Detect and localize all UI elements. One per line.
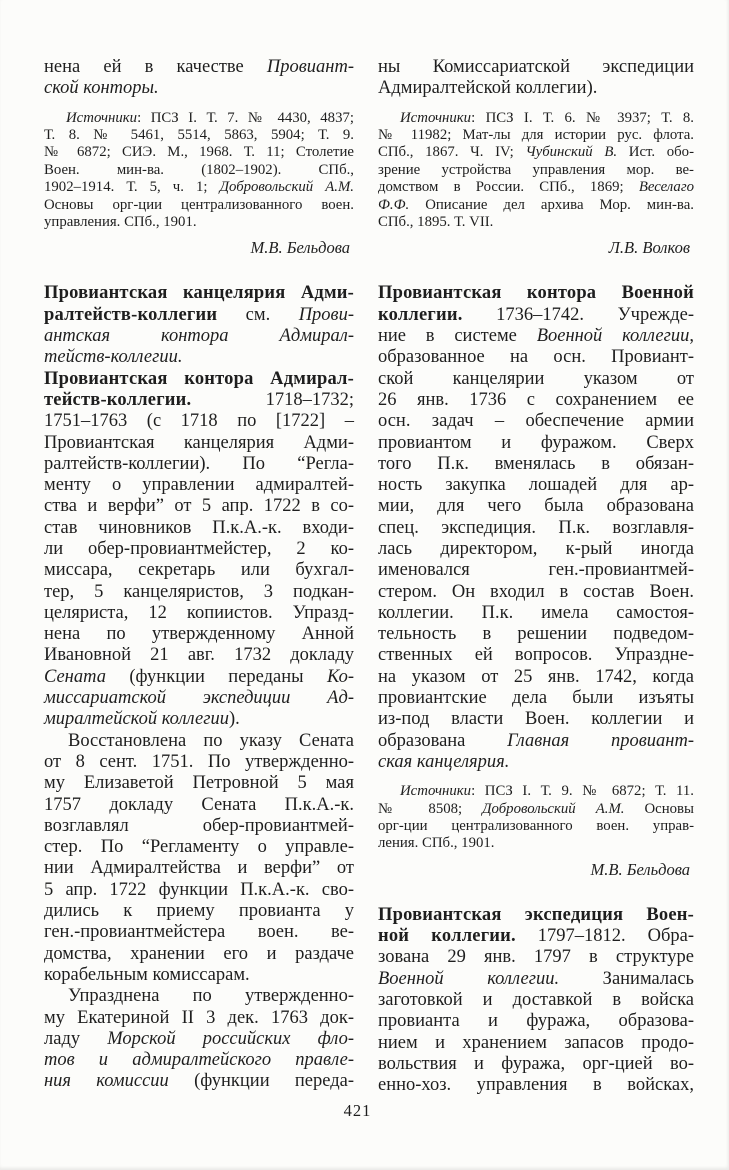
text-line (378, 539, 694, 560)
text-run: Основы орг-ции централизованного воен. (44, 196, 354, 213)
text-run: енно-хоз. управления в войсках, (378, 1075, 694, 1096)
text-line (378, 127, 694, 144)
text-line (44, 645, 354, 666)
text-run: миралтейской коллегии (44, 709, 229, 730)
sources-paragraph (44, 110, 354, 232)
text-line (378, 496, 694, 517)
text-line (44, 667, 354, 688)
text-line (378, 818, 694, 835)
text-line (44, 986, 354, 1007)
text-run: , (689, 326, 694, 347)
text-line (44, 773, 354, 794)
entry-paragraph (44, 283, 354, 368)
text-run: тейств-коллегии. (44, 347, 183, 368)
text-run: 1797–1812. Обра- (515, 926, 694, 947)
text-run: Провиантская канцелярия Адми- (44, 432, 354, 453)
text-line (378, 969, 694, 990)
text-line (44, 78, 354, 99)
text-run: : ПСЗ I. Т. 6. № 3937; Т. 8. (471, 109, 694, 126)
author-signature: М.В. Бельдова (250, 238, 350, 258)
text-run: 1736–1742. Учрежде- (462, 304, 694, 325)
sources-paragraph (378, 110, 694, 232)
text-line (44, 454, 354, 475)
text-run: Главная провиант- (507, 730, 695, 751)
text-run: ния комиссии (44, 1071, 169, 1092)
text-line (44, 496, 354, 517)
text-run: Веселаго (638, 179, 694, 196)
text-line (44, 110, 354, 127)
text-run: Морской российских фло- (107, 1028, 355, 1049)
text-run: стер. По “Регламенту о управле- (44, 837, 354, 858)
text-line (378, 835, 694, 852)
text-run: тер, 5 канцеляристов, 3 подкан- (44, 581, 354, 602)
text-run: 1718–1732; (191, 389, 354, 410)
text-run: коллегии. (378, 304, 463, 325)
text-line (44, 901, 354, 922)
text-line (378, 926, 694, 947)
text-line (378, 57, 694, 78)
text-run: спец. экспедиция. П.к. возглавля- (378, 517, 694, 538)
text-line (378, 645, 694, 666)
text-run: возглавлял обер-провиантмей- (44, 815, 354, 836)
text-line (44, 179, 354, 196)
text-run: домством в России. СПб., 1869; (378, 179, 639, 196)
text-run: стером. Он входил в состав Воен. (378, 581, 694, 602)
text-run: Добровольский А.М. (482, 800, 625, 817)
text-run: от 8 сент. 1751. По утвержденно- (44, 751, 354, 772)
text-run: (функции переда- (168, 1071, 354, 1092)
text-run: СПб., 1895. Т. VII. (378, 214, 494, 231)
text-run: ной коллегии. (378, 926, 516, 947)
text-line (378, 144, 694, 161)
text-line (44, 57, 354, 78)
text-line (44, 1071, 354, 1092)
text-line (378, 624, 694, 645)
text-run: Т. 8. № 5461, 5514, 5863, 5904; Т. 9. (44, 127, 354, 143)
text-line (378, 326, 694, 347)
text-run: провиантские дела были изъяты (378, 688, 694, 709)
body-paragraph (378, 57, 694, 100)
text-run: ли обер-провиантмейстер, 2 ко- (44, 539, 354, 559)
text-line (378, 214, 694, 231)
text-run: му Елизаветой Петровной 5 мая (44, 773, 354, 794)
text-run: корабельным комиссарам. (44, 964, 250, 985)
text-run: менту о управлении адмиралтей- (44, 475, 354, 496)
text-run: Ивановной 21 авг. 1732 докладу (44, 645, 354, 666)
text-run: 26 янв. 1736 с сохранением ее (378, 389, 694, 410)
page-number: 421 (343, 1101, 372, 1120)
text-line (44, 880, 354, 901)
text-run: тейств-коллегии. (44, 389, 192, 410)
text-line (378, 709, 694, 730)
text-line (378, 1011, 694, 1032)
text-line (378, 411, 694, 432)
body-paragraph (44, 57, 354, 100)
text-run: Адмиралтейской коллегии). (378, 78, 598, 99)
text-run: нием и хранением запасов продо- (378, 1032, 694, 1053)
text-run: ность закупка лошадей для ар- (378, 475, 694, 496)
text-run: Провиантская контора Военной (378, 283, 694, 304)
text-run: домства, хранении его и раздаче (44, 943, 354, 964)
text-run: Ко- (327, 666, 354, 687)
text-line (378, 947, 694, 968)
text-line (44, 688, 354, 709)
entry-paragraph (378, 283, 694, 773)
text-run: лась директором, к-рый иногда (378, 539, 694, 559)
text-line (378, 433, 694, 454)
text-line (378, 390, 694, 411)
text-run: образованное на осн. Провиант- (378, 347, 694, 368)
entry-paragraph (44, 369, 354, 731)
text-run: № 6872; СИЭ. М., 1968. Т. 11; Столетие (44, 144, 354, 161)
text-run: коллегии. П.к. имела самостоя- (378, 602, 694, 623)
text-line (378, 667, 694, 688)
text-line (378, 197, 694, 214)
text-run: нии Адмиралтейства и верфи” от (44, 858, 354, 879)
text-run: Источники (400, 109, 472, 126)
text-run: вольствия и фуража, орг-цией во- (378, 1053, 694, 1074)
text-run: ген.-провиантмейстера воен. ве- (44, 922, 354, 943)
text-line (378, 990, 694, 1011)
text-line (44, 433, 354, 454)
author-signature: Л.В. Волков (608, 238, 690, 258)
text-run: Чубинский В. (525, 144, 618, 161)
text-line (378, 162, 694, 179)
text-run: образована (378, 730, 508, 751)
text-run: му Екатериной II 3 дек. 1763 док- (44, 1007, 354, 1028)
entry-paragraph (378, 905, 694, 1097)
text-run: антская контора Адмирал- (44, 326, 354, 347)
text-run: (функции переданы (105, 666, 327, 687)
text-run: нена по утвержденному Анной (44, 624, 354, 645)
text-run: Источники (66, 109, 138, 126)
text-line (44, 560, 354, 581)
text-run: Упразднена по утвержденно- (68, 986, 354, 1007)
text-line (44, 214, 354, 231)
text-line (378, 603, 694, 624)
column-right (378, 57, 694, 1097)
text-run: провиантом и фуражом. Сверх (378, 432, 694, 453)
text-run: ). (229, 709, 240, 730)
text-run: миссариатской экспедиции Ад- (44, 688, 354, 709)
text-run: ладу (44, 1028, 108, 1049)
text-run: из-под власти Воен. коллегии и (378, 709, 694, 730)
text-run: Провиант- (266, 57, 354, 77)
text-line (44, 752, 354, 773)
text-line (44, 539, 354, 560)
text-run: Занималась (559, 968, 694, 989)
text-run: : ПСЗ I. Т. 7. № 4430, 4837; (137, 109, 354, 126)
text-run: дились к приему провианта у (44, 901, 354, 922)
text-run: Ф.Ф. (378, 196, 410, 213)
text-run: Прови- (298, 304, 354, 325)
text-line (378, 454, 694, 475)
text-line (44, 624, 354, 645)
text-run: став чиновников П.к.А.-к. входи- (44, 517, 354, 538)
text-run: ралтейств-коллегии). По “Регла- (44, 453, 354, 474)
text-line (378, 752, 694, 773)
text-run: ления. СПб., 1901. (378, 835, 495, 852)
text-run: Военной коллегии. (378, 968, 560, 989)
text-line (44, 162, 354, 179)
text-line (378, 179, 694, 196)
text-run: зрение устройства управления мор. ве- (378, 161, 694, 178)
text-line (44, 965, 354, 986)
text-run: именовался ген.-провиантмей- (378, 560, 694, 581)
text-run: на указом от 25 янв. 1742, когда (378, 666, 694, 687)
text-run: Восстановлена по указу Сената (68, 730, 354, 751)
text-line (378, 283, 694, 304)
text-line (44, 709, 354, 730)
text-run: Добровольский А.М. (219, 179, 354, 196)
text-run: № 8508; (378, 800, 483, 817)
text-line (378, 305, 694, 326)
text-line (44, 1050, 354, 1071)
text-line (378, 1054, 694, 1075)
text-line (44, 127, 354, 144)
text-run: Военной коллегии (536, 326, 690, 347)
text-line (44, 816, 354, 837)
text-line (44, 390, 354, 411)
text-run: управления. СПб., 1901. (44, 214, 197, 231)
text-line (44, 369, 354, 390)
text-run: см. (217, 304, 299, 325)
text-line (44, 603, 354, 624)
text-run: ской канцелярии указом от (378, 368, 694, 389)
text-line (44, 731, 354, 752)
text-run: № 11982; Мат-лы для истории рус. флота. (378, 127, 694, 143)
sources-paragraph (378, 783, 694, 853)
text-run: Воен. мин-ва. (1802–1902). СПб., (44, 161, 354, 178)
text-line (44, 944, 354, 965)
text-run: тельность в решении подведом- (378, 624, 694, 645)
text-run: того П.к. вменялась в обязан- (378, 453, 694, 474)
text-line (44, 347, 354, 368)
text-line (44, 144, 354, 161)
text-run: Провиантская канцелярия Адми- (44, 283, 354, 304)
text-line (44, 326, 354, 347)
text-line (44, 1008, 354, 1029)
text-run: 5 апр. 1722 функции П.к.А.-к. сво- (44, 879, 354, 900)
text-run: зована 29 янв. 1797 в структуре (378, 947, 694, 968)
text-run: ства и верфи” от 5 апр. 1722 в со- (44, 496, 354, 517)
text-line (378, 518, 694, 539)
text-run: Описание дел архива Мор. мин-ва. (409, 196, 694, 213)
text-run: Ист. обо- (617, 144, 695, 161)
text-run: 1902–1914. Т. 5, ч. 1; (44, 179, 220, 196)
text-run: Провиантская контора Адмирал- (44, 368, 354, 389)
text-line (44, 795, 354, 816)
text-line (44, 1029, 354, 1050)
text-run: ны Комиссариатской экспедиции (378, 57, 694, 77)
text-line (378, 801, 694, 818)
text-line (378, 369, 694, 390)
text-line (44, 197, 354, 214)
text-line (44, 837, 354, 858)
body-paragraph (44, 986, 354, 1092)
text-run: ской конторы. (44, 78, 159, 99)
text-run: 1757 докладу Сената П.к.А.-к. (44, 794, 354, 815)
text-run: заготовкой и доставкой в войска (378, 990, 694, 1011)
text-run: мии, для чего была образована (378, 496, 694, 517)
text-line (378, 78, 694, 99)
text-line (378, 475, 694, 496)
text-run: провианта и фуража, образова- (378, 1011, 694, 1032)
text-run: Сената (44, 666, 106, 687)
text-run: ственных ей вопросов. Упраздне- (378, 645, 694, 666)
text-line (378, 1075, 694, 1096)
text-line (378, 560, 694, 581)
text-run: осн. задач – обеспечение армии (378, 411, 694, 432)
text-line (44, 858, 354, 879)
text-run: ская канцелярия. (378, 751, 510, 772)
text-line (378, 582, 694, 603)
text-line (44, 582, 354, 603)
text-run: ние в системе (378, 326, 537, 347)
text-line (378, 1033, 694, 1054)
text-run: СПб., 1867. Ч. IV; (378, 144, 526, 161)
text-run: миссара, секретарь или бухгал- (44, 560, 354, 581)
text-line (44, 518, 354, 539)
text-line (378, 731, 694, 752)
text-line (44, 922, 354, 943)
text-line (44, 305, 354, 326)
text-line (378, 688, 694, 709)
text-line (44, 283, 354, 304)
body-paragraph (44, 731, 354, 987)
text-line (378, 110, 694, 127)
text-run: Провиантская экспедиция Воен- (378, 904, 694, 925)
text-run: 1751–1763 (с 1718 по [1722] – (44, 411, 354, 432)
text-run: ралтейств-коллегии (44, 304, 218, 325)
text-run: тов и адмиралтейского правле- (44, 1050, 354, 1071)
text-run: Источники (400, 783, 472, 800)
text-line (44, 475, 354, 496)
text-run: : ПСЗ I. Т. 9. № 6872; Т. 11. (471, 783, 694, 800)
text-line (378, 347, 694, 368)
column-left (44, 57, 354, 1093)
text-run: орг-ции централизованного воен. управ- (378, 818, 694, 835)
text-line (378, 783, 694, 800)
text-run: целяриста, 12 копиистов. Упразд- (44, 602, 354, 623)
text-line (378, 905, 694, 926)
text-run: Основы (624, 800, 694, 817)
author-signature: М.В. Бельдова (590, 859, 690, 879)
text-run: нена ей в качестве (44, 57, 267, 77)
text-line (44, 411, 354, 432)
